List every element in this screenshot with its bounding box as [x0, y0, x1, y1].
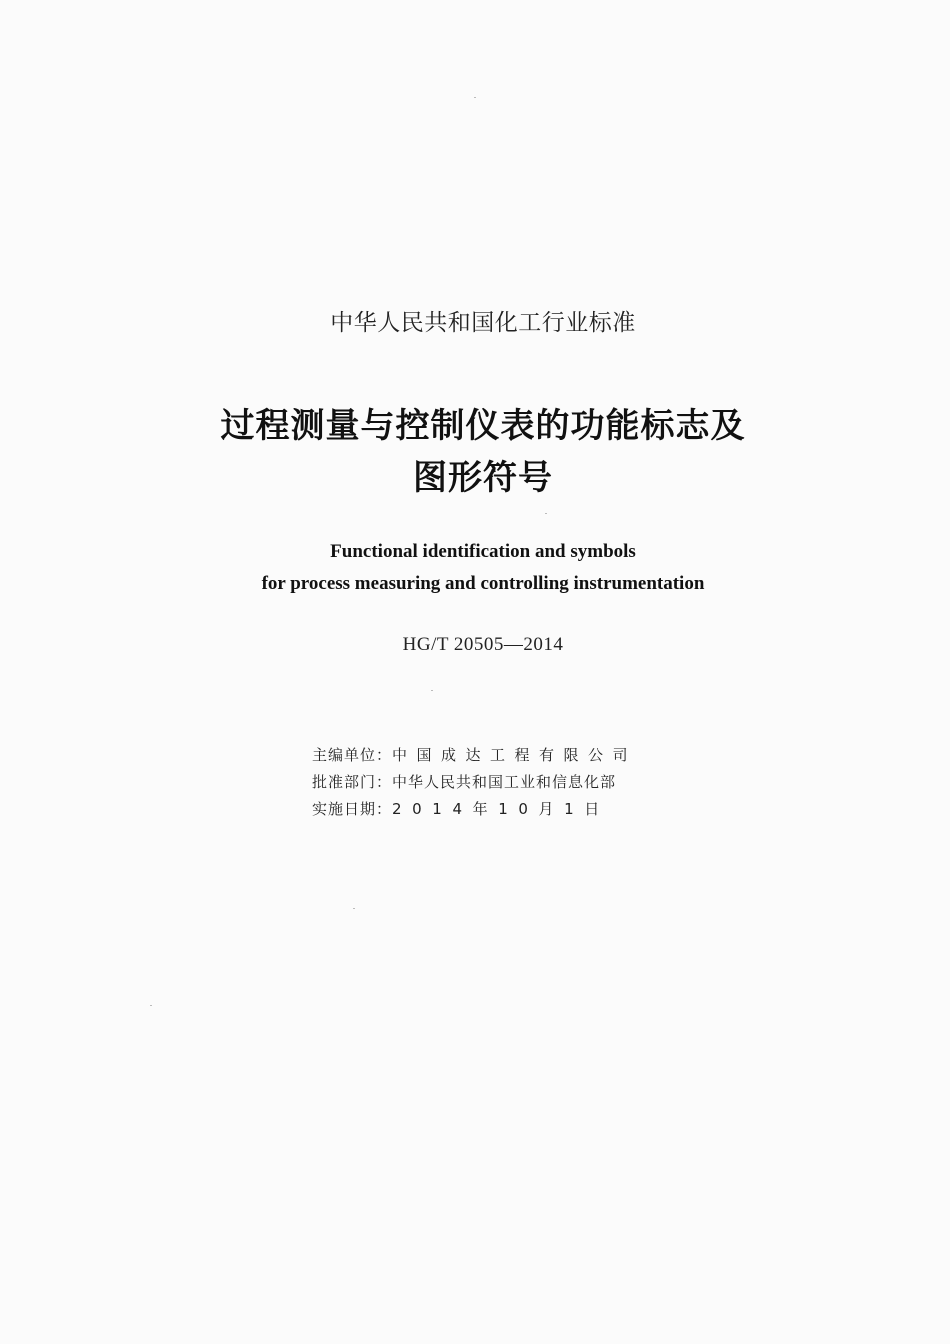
- scan-speck: [150, 1005, 152, 1006]
- effective-date-row: [312, 796, 637, 823]
- scan-speck: [474, 97, 476, 98]
- publication-info: [312, 742, 637, 823]
- document-title-zh: [0, 400, 950, 504]
- editor-value: 中国成达工程有限公司: [392, 746, 638, 764]
- standard-number: HG/T 20505—2014: [402, 634, 564, 655]
- title-en-line-1: Functional identification and symbols: [330, 541, 636, 562]
- scan-speck: [545, 513, 547, 514]
- editor-label: 主编单位：: [312, 746, 393, 764]
- scan-speck: [353, 908, 355, 909]
- approver-value: 中华人民共和国工业和信息化部: [392, 773, 617, 791]
- title-zh-line-2: 图形符号: [413, 458, 553, 498]
- scan-speck: [431, 690, 433, 691]
- effective-date-label: 实施日期：: [312, 800, 393, 818]
- document-title-en: [0, 536, 950, 600]
- approver-label: 批准部门：: [312, 773, 393, 791]
- editor-row: [312, 742, 637, 769]
- effective-date-value: 2014年10月1日: [392, 800, 610, 818]
- approver-row: [312, 769, 637, 796]
- title-en-line-2: for process measuring and controlling instrumentation: [261, 573, 705, 594]
- standard-category: 中华人民共和国化工行业标准: [330, 310, 636, 336]
- title-zh-line-1: 过程测量与控制仪表的功能标志及: [220, 406, 746, 446]
